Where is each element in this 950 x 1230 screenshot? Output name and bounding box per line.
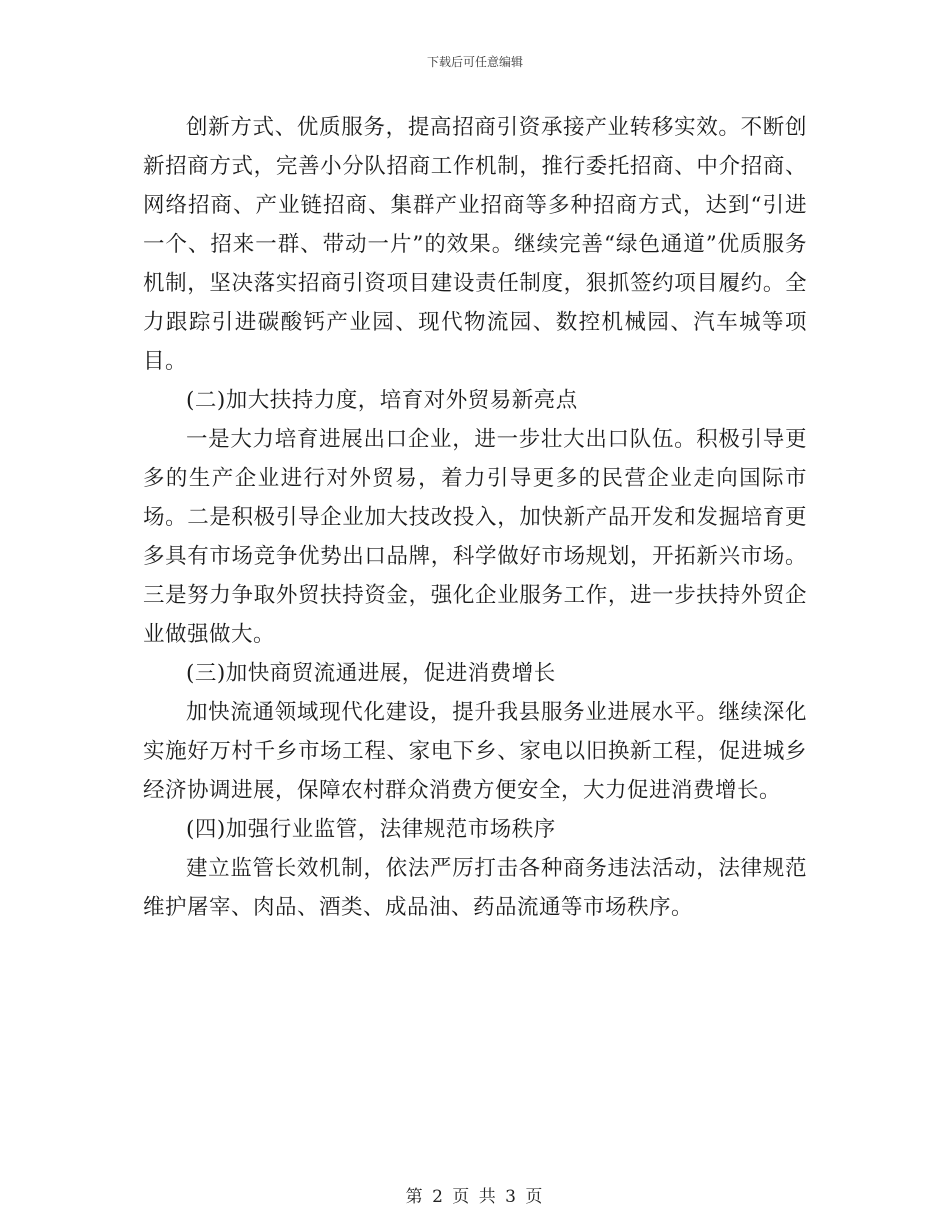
paragraph-foreign-trade: 一是大力培育进展出口企业，进一步壮大出口队伍。积极引导更多的生产企业进行对外贸易，着力引导更多的民营企业走向国际市场。二是积极引导企业加大技改投入，加快新产品开发和发掘培育更多具有市场竞争优势出口品牌，科学做好市场规划，开拓新兴市场。三是努力争取外贸扶持资金，强化企业服务工作，进一步扶持外贸企业做强做大。 [143,427,807,647]
page-header: 下载后可任意编辑 [426,55,523,69]
paragraph-circulation: 加快流通领域现代化建设，提升我县服务业进展水平。继续深化实施好万村千乡市场工程、家电下乡、家电以旧换新工程，促进城乡经济协调进展，保障农村群众消费方便安全，大力促进消费增长。 [143,700,807,803]
paragraph-supervision: 建立监管长效机制，依法严厉打击各种商务违法活动，法律规范维护屠宰、肉品、酒类、成品油、药品流通等市场秩序。 [143,856,807,920]
section-heading-3: (三)加快商贸流通进展，促进消费增长 [186,661,556,686]
section-heading-2: (二)加大扶持力度，培育对外贸易新亮点 [186,388,578,413]
paragraph-investment: 创新方式、优质服务，提高招商引资承接产业转移实效。不断创新招商方式，完善小分队招商工作机制，推行委托招商、中介招商、网络招商、产业链招商、集群产业招商等多种招商方式，达到“引进一个、招来一群、带动一片”的效果。继续完善“绿色通道”优质服务机制，坚决落实招商引资项目建设责任制度，狠抓签约项目履约。全力跟踪引进碳酸钙产业园、现代物流园、数控机械园、汽车城等项目。 [143,115,807,374]
section-heading-4: (四)加强行业监管，法律规范市场秩序 [186,817,556,842]
page-footer: 第 2 页 共 3 页 [405,1187,545,1207]
document-body [143,108,807,927]
